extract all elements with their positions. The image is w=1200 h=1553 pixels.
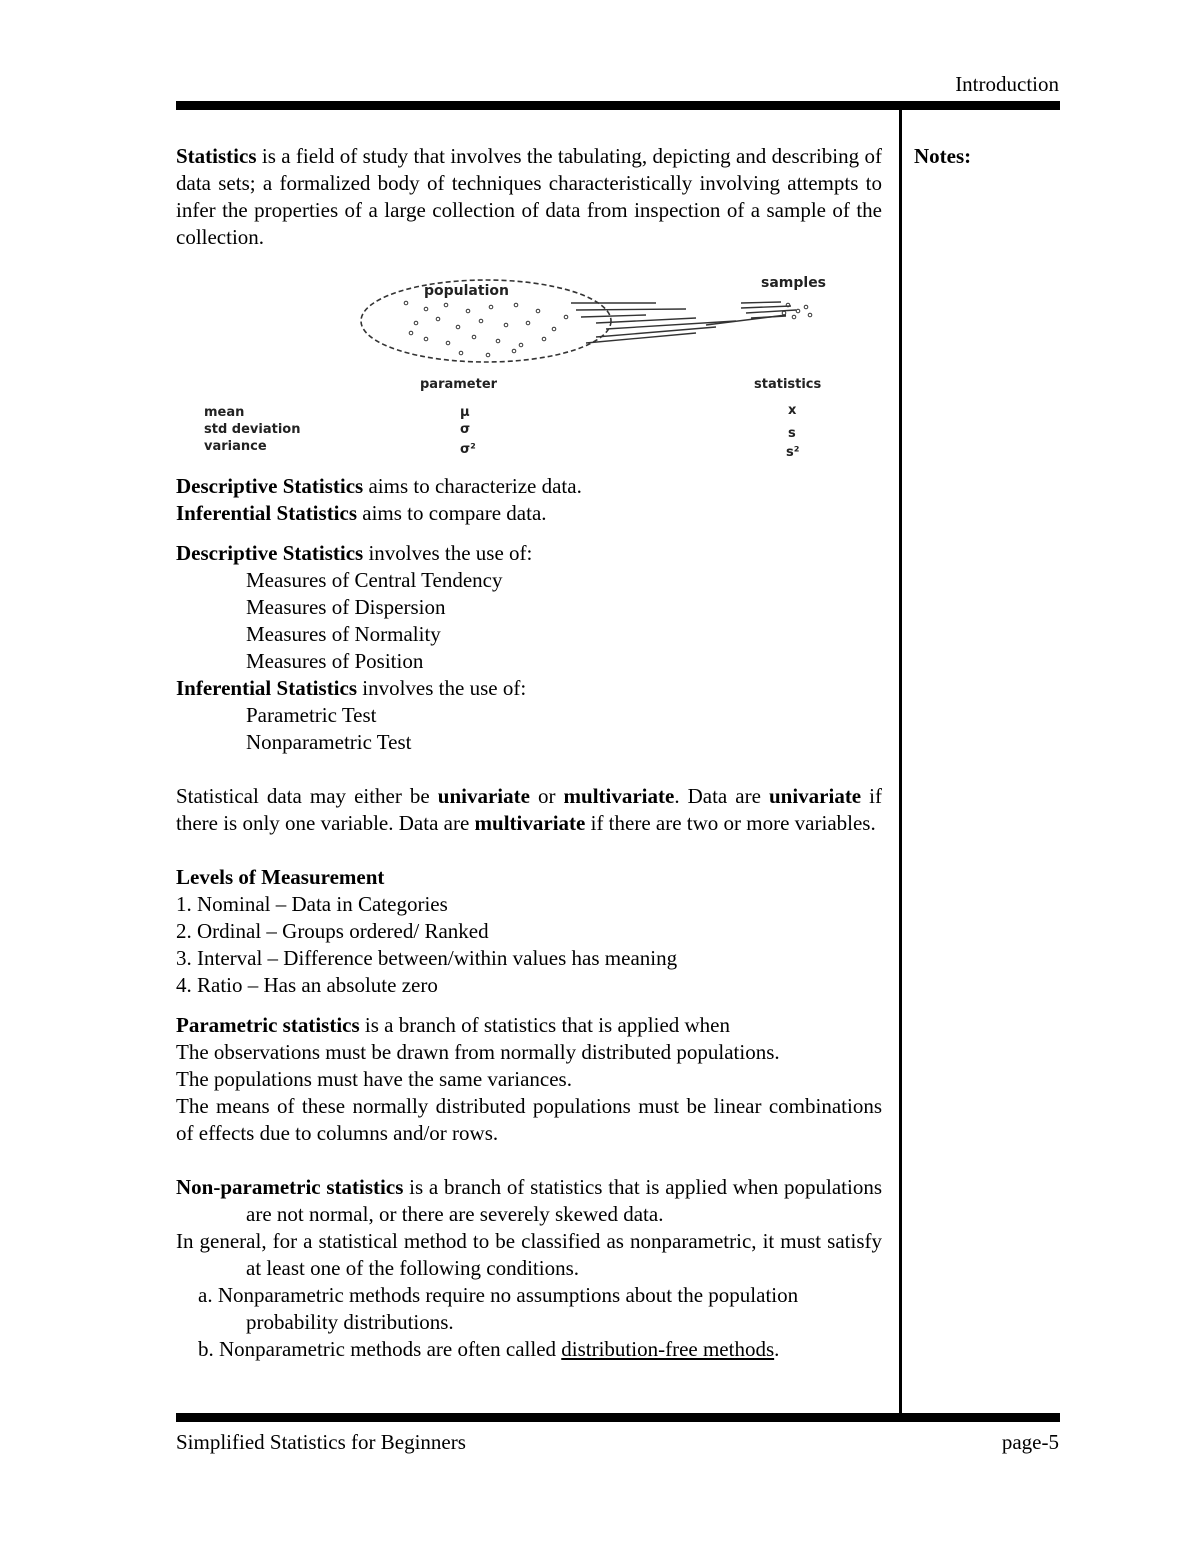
footer-title: Simplified Statistics for Beginners <box>176 1430 466 1454</box>
inferential-aim <box>176 500 882 527</box>
list-item: 1. Nominal – Data in Categories <box>176 892 448 916</box>
condition-b-suffix: . <box>774 1337 780 1361</box>
nonparametric-term: Non-parametric statistics <box>176 1175 404 1199</box>
population-point <box>472 335 476 339</box>
list-item: Measures of Position <box>246 649 424 673</box>
header-rule <box>176 101 1060 110</box>
statistics-header: statistics <box>754 377 822 392</box>
variate-paragraph <box>176 783 882 837</box>
population-point <box>552 327 556 331</box>
nonparametric-text: is a branch of statistics that is applied when populations are not normal, or there are severely skewed data. <box>246 1175 883 1226</box>
list-item: Measures of Dispersion <box>246 595 446 619</box>
intro-text: is a field of study that involves the tabulating, depicting and describing of data sets; a formalized body of techniques characteristically involving attempts to infer the properties of a large collection of data from inspection of a sample of the collection. <box>176 144 882 249</box>
descriptive-aim-term: Descriptive Statistics <box>176 474 364 498</box>
population-point <box>456 325 460 329</box>
population-point <box>486 353 490 357</box>
levels-heading-text: Levels of Measurement <box>176 865 385 889</box>
nonparametric-condition-b <box>176 1336 882 1363</box>
population-point <box>536 309 540 313</box>
descriptive-aim <box>176 473 882 500</box>
notes-label: Notes: <box>914 144 972 168</box>
parametric-text: is a branch of statistics that is applied when <box>359 1013 731 1037</box>
list-item: Measures of Normality <box>246 622 441 646</box>
population-point <box>526 321 530 325</box>
population-point <box>409 331 413 335</box>
population-point <box>414 321 418 325</box>
population-point <box>512 349 516 353</box>
parametric-intro <box>176 1012 882 1039</box>
population-point <box>489 305 493 309</box>
variate-text: if there are two or more variables. <box>585 811 876 835</box>
statistic-variance: s² <box>786 445 800 460</box>
list-item: Parametric Test <box>246 703 377 727</box>
population-point <box>436 317 440 321</box>
parametric-condition: The observations must be drawn from normally distributed populations. <box>176 1040 780 1064</box>
population-point <box>542 337 546 341</box>
distribution-free-link[interactable]: distribution-free methods <box>561 1337 775 1361</box>
variate-term: multivariate <box>563 784 675 808</box>
nonparametric-condition-a: a. Nonparametric methods require no assumptions about the population probability distributions. <box>198 1283 799 1334</box>
sample-point <box>796 309 800 313</box>
inferential-aim-text: aims to compare data. <box>357 501 547 525</box>
inferential-aim-term: Inferential Statistics <box>176 501 358 525</box>
population-point <box>424 307 428 311</box>
parametric-condition: The means of these normally distributed populations must be linear combinations of effects due to columns and/or rows. <box>176 1094 882 1145</box>
sample-point <box>782 311 786 315</box>
intro-paragraph <box>176 143 882 251</box>
population-points <box>404 301 568 357</box>
variate-text: Statistical data may either be <box>176 784 438 808</box>
statistic-mean: x <box>788 403 797 418</box>
population-point <box>459 351 463 355</box>
notes-column-divider <box>899 110 902 1413</box>
list-item: Measures of Central Tendency <box>246 568 503 592</box>
descriptive-term: Descriptive Statistics <box>176 541 364 565</box>
intro-term: Statistics <box>176 144 257 168</box>
parameter-std-deviation: σ <box>460 422 471 437</box>
population-samples-figure <box>176 259 882 469</box>
population-point <box>519 343 523 347</box>
parametric-condition: The populations must have the same variances. <box>176 1067 572 1091</box>
list-item: 2. Ordinal – Groups ordered/ Ranked <box>176 919 489 943</box>
condition-b-text: b. Nonparametric methods are often called <box>198 1337 562 1361</box>
inferential-text: involves the use of: <box>357 676 527 700</box>
population-point <box>504 323 508 327</box>
variate-term: univariate <box>437 784 530 808</box>
sample-point <box>808 313 812 317</box>
inferential-term: Inferential Statistics <box>176 676 358 700</box>
variate-term: univariate <box>768 784 862 808</box>
row-label-variance: variance <box>204 439 267 454</box>
nonparametric-general: In general, for a statistical method to be classified as nonparametric, it must satisfy at least one of the following conditions. <box>176 1229 882 1280</box>
descriptive-aim-text: aims to characterize data. <box>363 474 582 498</box>
variate-term: multivariate <box>474 811 586 835</box>
population-point <box>424 337 428 341</box>
population-point <box>404 301 408 305</box>
inferential-intro <box>176 675 882 702</box>
list-item: 3. Interval – Difference between/within values has meaning <box>176 946 678 970</box>
population-point <box>479 319 483 323</box>
parameter-variance: σ² <box>460 442 476 457</box>
running-head: Introduction <box>955 72 1059 96</box>
population-point <box>514 303 518 307</box>
list-item: 4. Ratio – Has an absolute zero <box>176 973 438 997</box>
population-label: population <box>424 283 509 299</box>
samples-label: samples <box>761 275 827 291</box>
parameter-mean: μ <box>460 405 470 420</box>
parameter-header: parameter <box>420 377 498 392</box>
sample-point <box>792 315 796 319</box>
statistic-std-deviation: s <box>788 426 796 441</box>
variate-text: . Data are <box>674 784 769 808</box>
list-item: Nonparametric Test <box>246 730 412 754</box>
main-content <box>176 143 882 1363</box>
sample-point <box>804 305 808 309</box>
row-label-mean: mean <box>204 405 245 420</box>
nonparametric-intro <box>176 1174 882 1228</box>
page-number: page-5 <box>1001 1430 1059 1454</box>
descriptive-text: involves the use of: <box>363 541 533 565</box>
variate-text: if there is only one variable. Data are <box>176 784 883 835</box>
population-point <box>446 341 450 345</box>
descriptive-intro <box>176 540 882 567</box>
row-label-std-deviation: std deviation <box>204 422 301 437</box>
population-point <box>466 309 470 313</box>
population-point <box>564 315 568 319</box>
levels-heading <box>176 864 882 891</box>
footer-rule <box>176 1413 1060 1422</box>
population-point <box>496 339 500 343</box>
population-point <box>444 303 448 307</box>
variate-text: or <box>529 784 564 808</box>
parametric-term: Parametric statistics <box>176 1013 360 1037</box>
